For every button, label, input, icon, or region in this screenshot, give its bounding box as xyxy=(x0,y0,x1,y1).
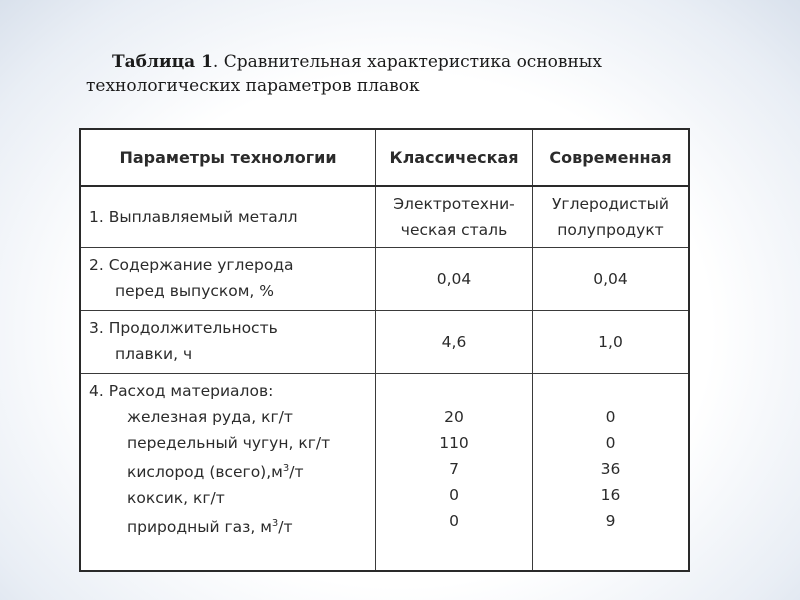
row1-modern xyxy=(533,186,690,248)
header-classic: Классическая xyxy=(376,129,533,186)
material-gas-pre: природный газ, м xyxy=(127,518,272,537)
row2-modern: 0,04 xyxy=(533,248,690,311)
table-header-row xyxy=(80,129,689,186)
row2-param xyxy=(80,248,376,311)
classic-ore: 20 xyxy=(444,408,464,426)
modern-gas: 9 xyxy=(605,512,616,530)
classic-oxygen: 7 xyxy=(449,460,459,478)
row1-classic-line1: Электротехни- xyxy=(393,195,515,213)
row1-classic-line2: ческая сталь xyxy=(400,221,508,239)
modern-coke: 16 xyxy=(600,486,621,504)
row4-param-heading: 4. Расход материалов: xyxy=(89,382,274,400)
material-oxygen-pre: кислород (всего),м xyxy=(127,463,283,482)
material-oxygen xyxy=(89,456,367,485)
caption-text-line2: технологических параметров плавок xyxy=(86,76,420,96)
table-row xyxy=(80,186,689,248)
row4-param xyxy=(80,374,376,572)
material-oxygen-post: /т xyxy=(289,463,304,482)
row3-param-line2: плавки, ч xyxy=(115,345,193,363)
modern-ore: 0 xyxy=(605,408,616,426)
material-gas-sup: 3 xyxy=(271,518,279,530)
row1-param-text: 1. Выплавляемый металл xyxy=(89,208,298,226)
row2-classic: 0,04 xyxy=(376,248,533,311)
row2-param-line1: 2. Содержание углерода xyxy=(89,256,294,274)
table-caption xyxy=(86,50,706,98)
row3-param-line1: 3. Продолжительность xyxy=(89,319,278,337)
header-parameters: Параметры технологии xyxy=(80,129,376,186)
classic-pig-iron: 110 xyxy=(439,434,469,452)
row3-modern: 1,0 xyxy=(533,311,690,374)
table-row xyxy=(80,248,689,311)
material-oxygen-sup: 3 xyxy=(282,463,290,474)
caption-text-line1: . Сравнительная характеристика основных xyxy=(212,52,602,72)
row1-modern-line2: полупродукт xyxy=(557,221,664,239)
row4-modern xyxy=(533,374,690,572)
row1-modern-line1: Углеродистый xyxy=(551,195,669,213)
comparison-table xyxy=(79,128,690,572)
classic-gas: 0 xyxy=(449,512,459,530)
table-row xyxy=(80,311,689,374)
material-ore: железная руда, кг/т xyxy=(127,408,293,426)
row3-classic: 4,6 xyxy=(376,311,533,374)
caption-label: Таблица 1 xyxy=(112,52,213,72)
row3-param xyxy=(80,311,376,374)
row2-param-line2: перед выпуском, % xyxy=(115,282,275,300)
material-pig-iron: передельный чугун, кг/т xyxy=(127,434,331,452)
row4-classic xyxy=(376,374,533,572)
header-modern: Современная xyxy=(533,129,690,186)
material-coke: коксик, кг/т xyxy=(127,489,225,508)
row1-classic xyxy=(376,186,533,248)
material-gas xyxy=(89,511,367,540)
modern-pig-iron: 0 xyxy=(605,434,616,452)
table-row xyxy=(80,374,689,572)
classic-coke: 0 xyxy=(449,486,459,504)
material-gas-post: /т xyxy=(278,518,293,537)
modern-oxygen: 36 xyxy=(600,460,621,478)
comparison-table-wrapper xyxy=(79,128,690,572)
row1-param xyxy=(80,186,376,248)
